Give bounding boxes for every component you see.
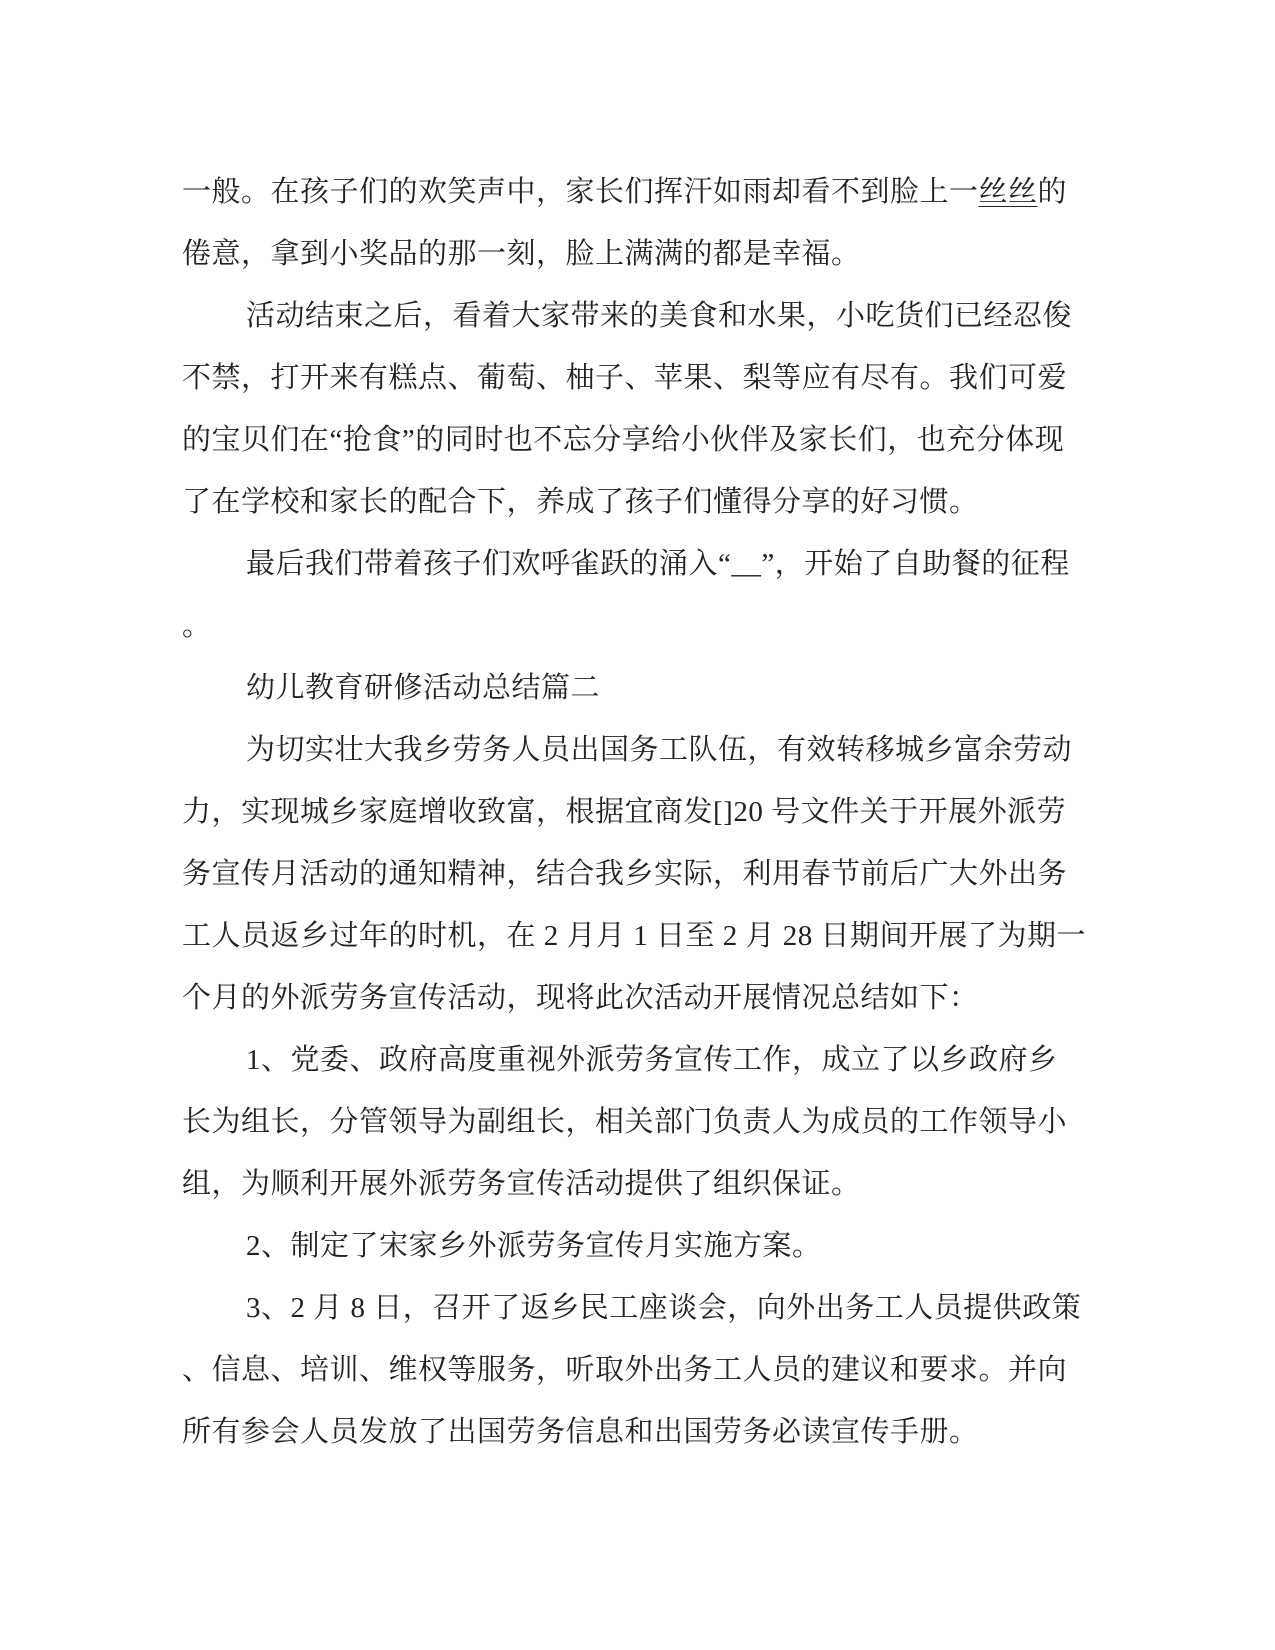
text-line: [182, 161, 1068, 223]
list-item-line: 2、制定了宋家乡外派劳务宣传月实施方案。: [246, 1230, 822, 1262]
text-line: 组，为顺利开展外派劳务宣传活动提供了组织保证。: [182, 1168, 861, 1200]
text-line: 了在学校和家长的配合下，养成了孩子们懂得分享的好习惯。: [182, 486, 979, 518]
list-item-line: 3、2 月 8 日，召开了返乡民工座谈会，向外出务工人员提供政策: [246, 1292, 1082, 1324]
underlined-text: 丝丝: [978, 176, 1038, 208]
text-segment: 的: [1037, 176, 1068, 208]
text-line: 最后我们带着孩子们欢呼雀跃的涌入“__”，开始了自助餐的征程: [246, 548, 1070, 580]
text-line: 、信息、培训、维权等服务，听取外出务工人员的建议和要求。并向: [182, 1354, 1068, 1386]
text-line: 不禁，打开来有糕点、葡萄、柚子、苹果、梨等应有尽有。我们可爱: [182, 362, 1068, 394]
text-line: 工人员返乡过年的时机，在 2 月月 1 日至 2 月 28 日期间开展了为期一: [182, 920, 1087, 952]
text-line: 力，实现城乡家庭增收致富，根据宜商发[]20 号文件关于开展外派劳: [182, 796, 1067, 828]
text-segment: 一般。在孩子们的欢笑声中，家长们挥汗如雨却看不到脸上一: [182, 176, 979, 208]
text-line: 。: [182, 610, 212, 642]
text-line: 务宣传月活动的通知精神，结合我乡实际，利用春节前后广大外出务: [182, 858, 1068, 890]
text-line: 倦意，拿到小奖品的那一刻，脸上满满的都是幸福。: [182, 238, 861, 270]
section-heading: 幼儿教育研修活动总结篇二: [246, 672, 601, 704]
text-line: 活动结束之后，看着大家带来的美食和水果，小吃货们已经忍俊: [246, 300, 1073, 332]
document-text-block: [182, 161, 1087, 1463]
text-line: 个月的外派劳务宣传活动，现将此次活动开展情况总结如下：: [182, 982, 979, 1014]
text-line: 为切实壮大我乡劳务人员出国务工队伍，有效转移城乡富余劳动: [246, 734, 1073, 766]
list-item-line: 1、党委、政府高度重视外派劳务宣传工作，成立了以乡政府乡: [246, 1044, 1058, 1076]
text-line: 所有参会人员发放了出国劳务信息和出国劳务必读宣传手册。: [182, 1416, 979, 1448]
text-line: 长为组长，分管领导为副组长，相关部门负责人为成员的工作领导小: [182, 1106, 1068, 1138]
text-line: 的宝贝们在“抢食”的同时也不忘分享给小伙伴及家长们，也充分体现: [182, 424, 1065, 456]
